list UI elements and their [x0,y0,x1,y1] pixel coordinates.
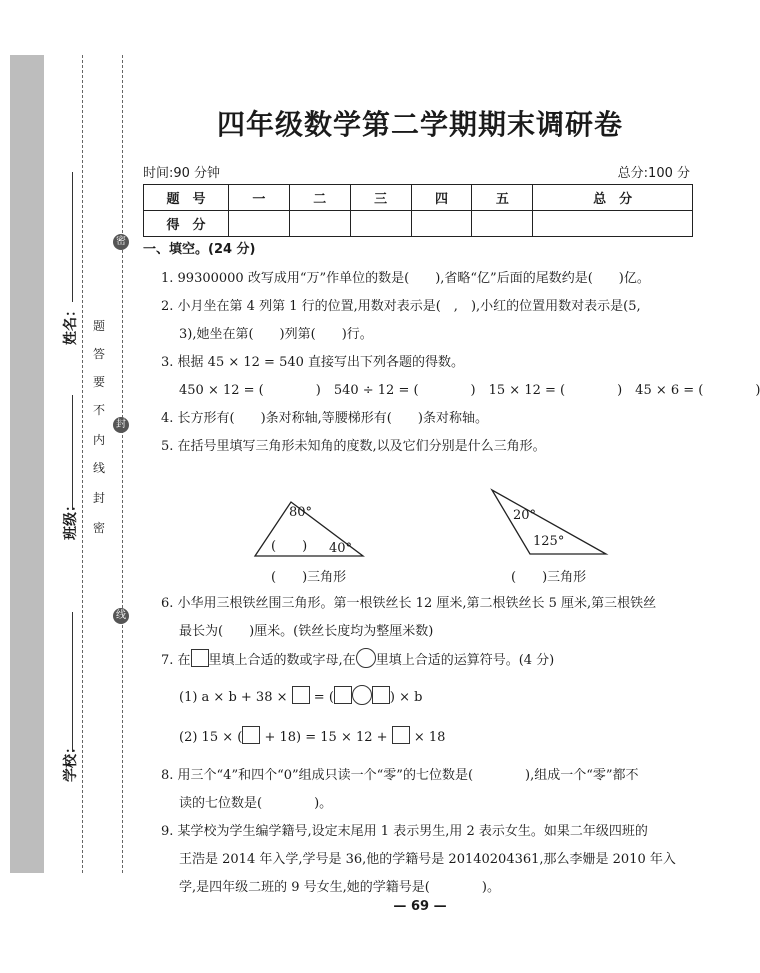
question-line: 学,是四年级二班的 9 号女生,她的学籍号是( )。 [179,880,500,895]
triangle-1-angle-right: 40° [329,541,353,556]
binding-dash-line-left [82,55,83,873]
question-line: 450 × 12 = ( ) 540 ÷ 12 = ( ) 15 × 12 = ( ) 45 × 6 = ( ) [179,383,760,398]
page-title: 四年级数学第二学期期末调研卷 [216,108,623,141]
binding-notice-char: 要 [93,375,106,389]
binding-notice-char: 不 [93,403,106,417]
binding-notice-char: 内 [93,433,106,447]
question-line: 1. 99300000 改写成用“万”作单位的数是( ),省略“亿”后面的尾数约是( )亿。 [161,271,650,286]
seal-mark: 线 [113,608,129,624]
score-entry-cell[interactable] [229,211,290,237]
question-7-line [161,648,554,668]
table-cell: 三 [350,185,411,211]
question-line: 王浩是 2014 年入学,学号是 36,他的学籍号是 20140204361,那么李姗是 2010 年入 [179,852,676,867]
seal-mark: 封 [113,417,129,433]
question-text: × 18 [413,730,446,745]
exam-total-score: 总分:100 分 [617,166,690,181]
score-entry-cell[interactable] [350,211,411,237]
binding-strip [44,55,134,873]
score-entry-cell[interactable] [289,211,350,237]
answer-box[interactable] [292,686,310,704]
question-line: 3),她坐在第( )列第( )行。 [179,327,373,342]
question-line: 5. 在括号里填写三角形未知角的度数,以及它们分别是什么三角形。 [161,439,546,454]
triangle-2-caption: ( )三角形 [511,570,587,585]
score-table-header-row [144,185,693,211]
triangle-2-angle-top: 20° [513,508,537,523]
binding-dash-line-right [122,55,123,873]
question-line: 6. 小华用三根铁丝围三角形。第一根铁丝长 12 厘米,第二根铁丝长 5 厘米,第三根铁丝 [161,596,657,611]
triangle-1-angle-top: 80° [289,505,313,520]
section-heading: 一、填空。(24 分) [143,242,256,257]
question-7-2-line [179,726,445,745]
question-line: 2. 小月坐在第 4 列第 1 行的位置,用数对表示是( , ),小红的位置用数对表示是(5, [161,299,641,314]
question-text: (1) a × b + 38 × [179,690,288,705]
score-table [143,184,693,237]
binding-margin-bar [10,55,44,873]
question-text: 里填上合适的运算符号。(4 分) [375,653,555,668]
question-7-1-line [179,685,422,705]
table-cell: 四 [411,185,472,211]
question-text: 7. 在 [161,653,191,668]
school-label: 学校： [63,740,79,782]
class-label: 班级： [63,498,79,540]
answer-circle[interactable] [352,685,372,705]
question-line: 8. 用三个“4”和四个“0”组成只读一个“零”的七位数是( ),组成一个“零”都不 [161,768,639,783]
answer-box[interactable] [372,686,390,704]
exam-time: 时间:90 分钟 [143,166,221,181]
binding-notice-char: 答 [93,347,106,361]
question-text: ) × b [389,690,423,705]
seal-mark: 密 [113,234,129,250]
class-write-line [72,395,73,510]
table-cell: 题 号 [144,185,229,211]
question-text: 里填上合适的数或字母,在 [208,653,356,668]
name-write-line [72,172,73,302]
question-text: + 18) = 15 × 12 + [264,730,388,745]
question-line: 4. 长方形有( )条对称轴,等腰梯形有( )条对称轴。 [161,411,488,426]
school-write-line [72,612,73,752]
question-text: = ( [313,690,334,705]
score-entry-cell[interactable] [533,211,693,237]
score-entry-cell[interactable] [472,211,533,237]
table-cell: 一 [229,185,290,211]
table-cell: 总 分 [533,185,693,211]
question-line: 最长为( )厘米。(铁丝长度均为整厘米数) [179,624,434,639]
binding-notice-char: 线 [93,461,106,475]
binding-notice-char: 题 [93,319,106,333]
name-label: 姓名： [63,303,79,345]
question-line: 读的七位数是( )。 [179,796,333,811]
answer-box[interactable] [392,726,410,744]
score-table-score-row [144,211,693,237]
triangle-2-angle-bottom: 125° [533,534,565,549]
question-text: (2) 15 × ( [179,730,243,745]
score-entry-cell[interactable] [411,211,472,237]
blank-circle [356,648,376,668]
blank-box [191,649,209,667]
table-cell: 二 [289,185,350,211]
triangle-1-caption: ( )三角形 [271,570,347,585]
page-number: — 69 — [393,899,447,914]
table-cell: 五 [472,185,533,211]
question-line: 3. 根据 45 × 12 = 540 直接写出下列各题的得数。 [161,355,465,370]
question-line: 9. 某学校为学生编学籍号,设定末尾用 1 表示男生,用 2 表示女生。如果二年级四班的 [161,824,648,839]
triangle-1-unknown-angle: ( ) [271,539,308,554]
binding-notice-char: 封 [93,491,106,505]
answer-box[interactable] [242,726,260,744]
answer-box[interactable] [334,686,352,704]
table-cell: 得 分 [144,211,229,237]
binding-notice-char: 密 [93,521,106,535]
